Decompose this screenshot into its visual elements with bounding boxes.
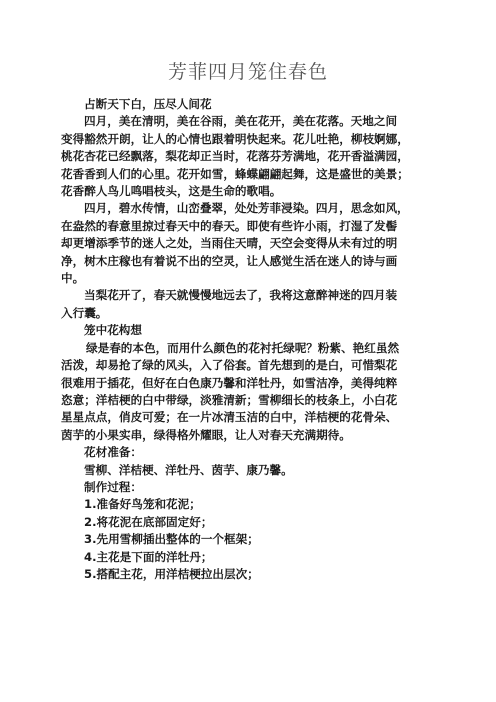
paragraph-line: 中。: [61, 271, 85, 286]
paragraph-line: 很难用于插花，但好在白色康乃馨和洋牡丹，如雪洁净，美得纯粹: [61, 375, 398, 390]
step-item: 4.主花是下面的洋牡丹；: [84, 549, 213, 564]
paragraph-line: 入行囊。: [61, 305, 108, 320]
paragraph-line: 却更增添季节的迷人之处，当雨住天晴，天空会变得从未有过的明: [61, 236, 398, 251]
materials-line: 雪柳、洋桔梗、洋牡丹、茵芋、康乃馨。: [84, 462, 293, 477]
paragraph-line: 绿是春的本色，而用什么颜色的花衬托绿呢？粉紫、艳红虽然: [86, 340, 400, 355]
paragraph-line: 活泼，却易抢了绿的风头，入了俗套。首先想到的是白，可惜梨花: [61, 358, 398, 373]
section-heading: 笼中花构想: [84, 323, 142, 338]
section-heading: 花材准备：: [84, 445, 142, 460]
paragraph-line: 恣意；洋桔梗的白中带绿，淡雅清新；雪柳细长的枝条上，小白花: [61, 392, 398, 407]
step-item: 3.先用雪柳插出整体的一个框架；: [84, 532, 259, 547]
step-item: 1.准备好鸟笼和花泥；: [84, 497, 201, 512]
paragraph-line: 当梨花开了，春天就慢慢地远去了，我将这意醉神迷的四月装: [84, 288, 398, 303]
paragraph-line: 变得豁然开朗，让人的心情也跟着明快起来。花儿吐艳，柳枝婀娜，: [61, 131, 409, 146]
step-item: 5.搭配主花，用洋桔梗拉出层次；: [84, 566, 259, 581]
section-heading: 制作过程：: [84, 479, 142, 494]
paragraph-line: 四月，美在清明，美在谷雨，美在花开，美在花落。天地之间: [84, 114, 398, 129]
paragraph-line: 在盎然的春意里掠过春天中的春天。即使有些许小雨，打湿了发髻: [61, 218, 398, 233]
paragraph-line: 星星点点，俏皮可爱；在一片冰清玉洁的白中，洋桔梗的花骨朵、: [61, 410, 398, 425]
paragraph-line: 四月，碧水传情，山峦叠翠，处处芳菲浸染。四月，思念如风，: [84, 201, 409, 216]
paragraph-line: 净，树木庄稼也有着说不出的空灵，让人感觉生活在迷人的诗与画: [61, 253, 398, 268]
paragraph-line: 桃花杏花已经飘落，梨花却正当时，花落芬芳满地，花开香溢满园，: [61, 149, 409, 164]
paragraph-line: 茵芋的小果实串，绿得格外耀眼，让人对春天充满期待。: [61, 427, 351, 442]
document-title: 芳菲四月笼住春色: [167, 61, 328, 83]
document-body: [61, 96, 441, 583]
paragraph-line: 花香香到人们的心里。花开如雪，蜂蝶翩翩起舞，这是盛世的美景；: [61, 166, 409, 181]
paragraph-line: 花香醉人鸟儿鸣唱枝头，这是生命的歌唱。: [61, 184, 282, 199]
step-item: 2.将花泥在底部固定好；: [84, 514, 213, 529]
subtitle-line: 占断天下白，压尽人间花: [84, 97, 212, 111]
